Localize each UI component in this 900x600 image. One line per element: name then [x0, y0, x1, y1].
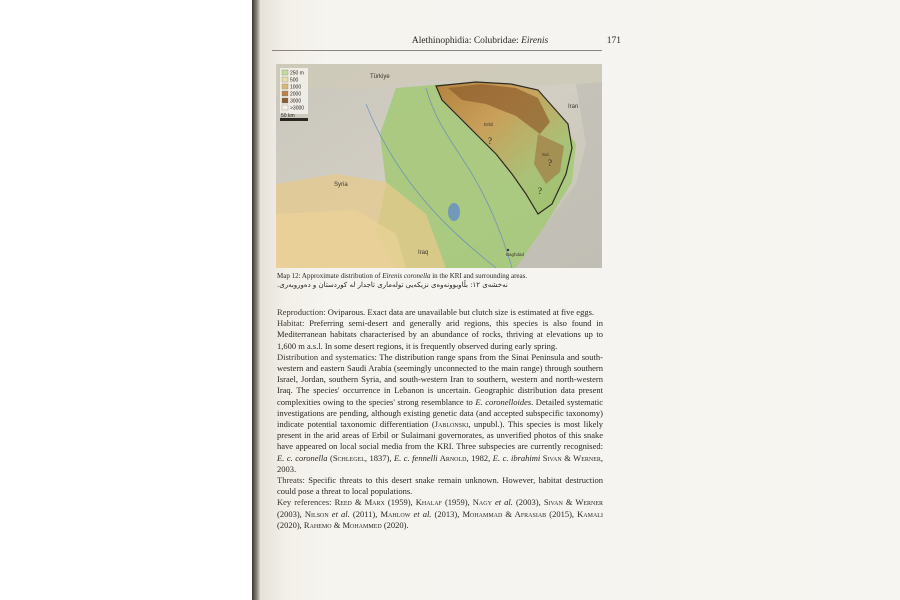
- running-title: [360, 36, 600, 46]
- ref-mahlow: Mahlow: [380, 508, 411, 519]
- running-title-genus: Eirenis: [521, 36, 549, 46]
- distribution-text-6: , 1982,: [466, 452, 493, 463]
- subspecies-coronella: E. c. coronella: [277, 452, 328, 463]
- ref-etal-6: et al.: [410, 508, 432, 519]
- map-caption-suffix: in the KRI and surrounding areas.: [430, 272, 528, 280]
- distribution-text-3: , unpubl.). This species is most likely present in the arid areas of Erbil or Sulaimani governorates, as unverified photos of this snake have appeared on local social media from the KRI. Three subspecies are currently recognised:: [277, 419, 603, 452]
- reproduction-text: Oviparous. Exact data are unavailable but clutch size is estimated at five eggs.: [325, 307, 595, 317]
- species-name-coronelloides: E. coronelloides: [475, 396, 532, 407]
- ref-year-1: (1959),: [384, 497, 416, 508]
- distribution-text-2: . Detailed systematic investigations are pending, although existing genetic data (and accepted subspecific taxonomy) indicate potential taxonomic differentiation (: [277, 396, 604, 430]
- species-account-text: [277, 307, 603, 531]
- map-scale-label: 50 km: [281, 113, 295, 119]
- author-jablonski: Jablonski: [434, 419, 469, 430]
- map-caption-prefix: Map 12: Approximate distribution of: [277, 272, 383, 280]
- habitat-label: Habitat:: [277, 318, 305, 329]
- author-schlegel: Schlegel: [332, 452, 365, 463]
- map-label-iran: Iran: [568, 104, 579, 110]
- map-legend-label: 1000: [290, 84, 302, 91]
- ref-year-8: (2020),: [277, 519, 304, 530]
- distribution-label: Distribution and systematics:: [277, 351, 377, 362]
- book-spine-shadow: [252, 0, 260, 600]
- map-legend-label: 500: [290, 77, 299, 84]
- map-legend-swatch: [282, 105, 288, 110]
- map-legend-label: 250 m: [290, 70, 304, 77]
- map-legend-label: >3000: [290, 105, 305, 112]
- page-number: 171: [606, 36, 621, 46]
- ref-reed-marx: Reed & Marx: [334, 497, 385, 508]
- author-sivan-werner: Sivan & Werner: [540, 452, 601, 463]
- ref-year-6: (2013),: [431, 508, 463, 519]
- ref-year-7: (2015),: [546, 508, 578, 519]
- map-question-mark-2: ?: [548, 158, 552, 168]
- ref-year-9: (2020).: [381, 519, 409, 530]
- map-label-turkiye: Türkiye: [370, 74, 390, 80]
- subspecies-fennelli: E. c. fennelli: [393, 452, 438, 463]
- map-legend-swatch: [282, 70, 288, 75]
- map-lake: [448, 203, 460, 221]
- ref-kamali: Kamali: [577, 508, 603, 519]
- ref-sivan-werner: Sivan & Werner: [543, 497, 604, 508]
- map-legend-swatch: [282, 98, 288, 103]
- ref-etal-3: et al.: [491, 497, 513, 508]
- distribution-map: [276, 64, 602, 268]
- running-title-taxa: Alethinophidia: Colubridae:: [411, 36, 522, 46]
- author-arnold: Arnold: [437, 452, 467, 463]
- ref-mohammad-afrasiab: Mohammad & Afrasiab: [462, 508, 547, 519]
- map-label-sulaimani: Sul.: [542, 152, 550, 157]
- key-references-label: Key references:: [277, 497, 332, 508]
- reproduction-label: Reproduction:: [277, 307, 326, 317]
- map-legend-label: 2000: [290, 91, 302, 98]
- map-label-erbil: Erbil: [484, 122, 494, 127]
- ref-year-4: (2003),: [277, 508, 305, 519]
- header-rule: [272, 50, 602, 51]
- distribution-text-7: , 2003.: [277, 452, 603, 474]
- distribution-text-4: (: [327, 452, 333, 463]
- ref-etal-5: et al.: [328, 508, 350, 519]
- map-legend-swatch: [282, 77, 288, 82]
- distribution-text-5: , 1837),: [364, 452, 394, 463]
- map-question-mark-1: ?: [488, 136, 492, 146]
- map-legend-swatch: [282, 91, 288, 96]
- ref-year-3: (2003),: [512, 497, 544, 508]
- map-label-iraq: Iraq: [418, 250, 429, 256]
- map-legend-swatch: [282, 84, 288, 89]
- map-caption: [277, 272, 607, 281]
- ref-nagy: Nagy: [472, 497, 492, 508]
- subspecies-ibrahimi: E. c. ibrahimi: [492, 452, 541, 463]
- map-baghdad-marker: [507, 249, 509, 251]
- habitat-paragraph: [277, 318, 603, 352]
- ref-nilson: Nilson: [304, 508, 329, 519]
- habitat-text: Preferring semi-desert and generally arid regions, this species is also found in Mediterranean habitats characterised by an abundance of rocks, thriving at elevations up to 1,600 m a.s.l. In some desert regions, it is frequently observed during early spring.: [277, 318, 603, 351]
- map-caption-kurdish: نەخشەی ١٢: بڵاوبوونەوەی نزیکەیی تولەماری تاجدار لە کوردستان و دەوروبەری.: [277, 281, 508, 289]
- threats-paragraph: [277, 475, 603, 497]
- map-question-mark-3: ?: [538, 186, 542, 196]
- distribution-text-1: The distribution range spans from the Sinai Peninsula and south-western and eastern Saudi Arabia (seemingly unconnected to the main range) through southern Israel, Jordan, southern Syria, and south-western Iran to southern, western and north-western Iraq. The species' occurrence in Lebanon is uncertain. Geographic distribution data present complexities owing to the species' strong resemblance to: [277, 351, 603, 407]
- ref-year-5: (2011),: [349, 508, 381, 519]
- map-caption-species: Eirenis coronella: [382, 272, 431, 280]
- ref-rahemo-mohammed: Rahemo & Mohammed: [303, 519, 382, 530]
- map-label-syria: Syria: [334, 182, 348, 188]
- reproduction-paragraph: [277, 307, 603, 318]
- map-legend-label: 3000: [290, 98, 302, 105]
- threats-text: Specific threats to this desert snake remain unknown. However, habitat destruction could pose a threat to local populations.: [277, 475, 603, 497]
- map-label-baghdad: Baghdad: [506, 252, 525, 257]
- key-references-paragraph: [277, 497, 603, 531]
- threats-label: Threats:: [277, 475, 305, 486]
- distribution-paragraph: [277, 352, 603, 475]
- ref-year-2: (1959),: [441, 497, 473, 508]
- ref-khalaf: Khalaf: [415, 497, 442, 508]
